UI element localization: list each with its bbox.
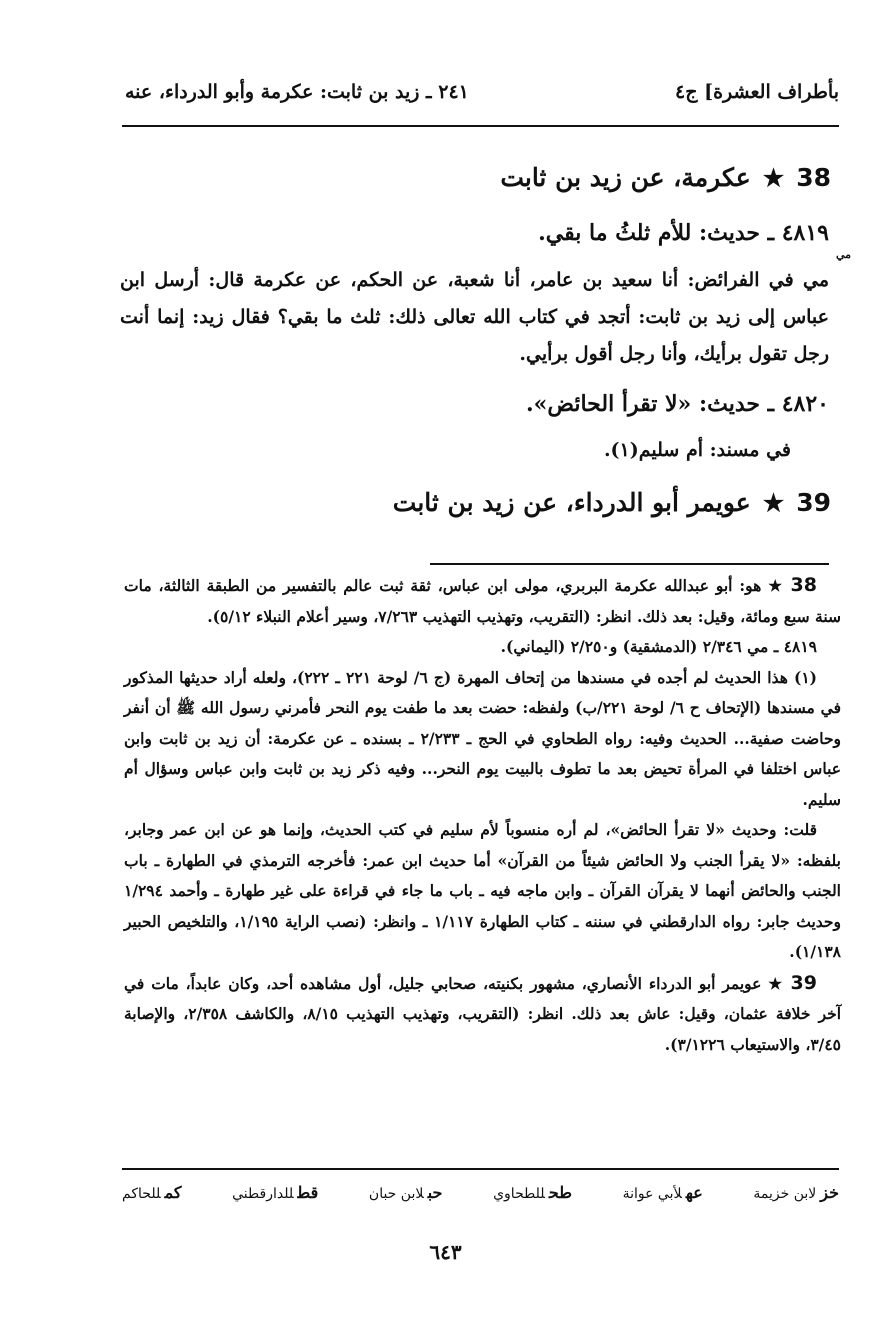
footnote-1: (١) هذا الحديث لم أجده في مسندها من إتحاف المهرة (ج ٦/ لوحة ٢٢١ ـ ٢٢٢)، ولعله أراد حديثها المذكور في مسندها (الإتحاف ح ٦/ لوحة ٢٢١/ب) ولفظه: حضت بعد ما طفت يوم النحر فأمرني رسول الله ﷺ أن أنفر وحاضت صفية... الحديث وفيه: رواه الطحاوي في الحج ـ ٢/٢٣٣ ـ بسنده ـ عن عكرمة: أن زيد بن ثابت وابن عباس اختلفا في المرأة تحيض بعد ما تطوف بالبيت يوم النحر... وفيه ذكر زيد بن ثابت وابن عباس وسؤال أم سليم. [124, 667, 842, 809]
hadith-heading-4820: ٤٨٢٠ ـ حديث: «لا تقرأ الحائض». [525, 391, 829, 417]
abbrev-item: عهلأبي عوانة [622, 1183, 703, 1202]
abbrev-item: كمللحاكم [122, 1183, 182, 1202]
hadith-heading-4819: ٤٨١٩ ـ حديث: للأم ثلثُ ما بقي. [538, 220, 829, 246]
narrator-name: عويمر أبو الدرداء، عن زيد بن ثابت [392, 488, 751, 517]
running-header [125, 72, 839, 112]
hadith-text-4820: في مسند: أم سليم(١). [603, 439, 791, 461]
abbrev-item: حبلابن حبان [368, 1183, 443, 1202]
footnote-note: قلت: وحديث «لا تقرأ الحائض»، لم أره منسوباً لأم سليم في كتب الحديث، وإنما هو عن ابن عمر وجابر، بلفظه: «لا يقرأ الجنب ولا الحائض شيئاً من القرآن» أما حديث ابن عمر: فأخرجه الترمذي في الطهارة ـ باب الجنب والحائض أنهما لا يقرآن القرآن ـ وابن ماجه فيه ـ باب ما جاء في قراءة على غير طهارة ـ وأحمد ١/٢٩٤ وحديث جابر: رواه الدارقطني في سننه ـ كتاب الطهارة ١/١١٧ ـ وانظر: (نصب الراية ١/١٩٥، والتلخيص الحبير ١/١٣٨). [124, 820, 841, 961]
footnote-number: 38 [790, 574, 817, 596]
abbreviation-key [122, 1183, 839, 1202]
abbrev-item: طحللطحاوي [493, 1183, 572, 1202]
narrator-heading-38 [120, 163, 831, 192]
header-rule [122, 125, 839, 127]
narrator-name: عكرمة، عن زيد بن ثابت [500, 163, 751, 192]
footnote-text: ★ عويمر أبو الدرداء الأنصاري، مشهور بكنيته، صحابي جليل، أول مشاهده أحد، وكان عابداً، مات في آخر خلافة عثمان، وقيل: عاش بعد ذلك. انظر: (التقريب، وتهذيب التهذيب ٨/١٥، والكاشف ٢/٣٥٨، والإصابة ٣/٤٥، والاستيعاب ٣/١٢٢٦). [124, 973, 842, 1054]
footnote-rule [430, 563, 829, 565]
footnote-text: ★ هو: أبو عبدالله عكرمة البربري، مولى ابن عباس، ثقة ثبت عالم بالتفسير من الطبقة الثالثة، مات سنة سبع ومائة، وقيل: بعد ذلك. انظر: (التقريب، وتهذيب التهذيب ٧/٢٦٣، وسير أعلام النبلاء ٥/١٢). [124, 576, 841, 626]
footnote-38 [124, 570, 841, 632]
hadith-text-4819: مي في الفرائض: أنا سعيد بن عامر، أنا شعبة، عن الحكم، عن عكرمة قال: أرسل ابن عباس إلى زيد بن ثابت: أتجد في كتاب الله تعالى ذلك: ثلث ما بقي؟ فقال زيد: إنما أنت رجل تقول برأيك، وأنا رجل أقول برأيي. [120, 269, 829, 365]
abbrev-item: خزلابن خزيمة [753, 1183, 839, 1202]
abbreviation-rule [122, 1168, 839, 1170]
star-icon: ★ [762, 163, 785, 192]
footnote-number: 39 [790, 971, 817, 994]
footnote-39 [124, 968, 841, 1061]
abbrev-item: قطللدارقطني [232, 1183, 319, 1202]
narrator-heading-39 [120, 488, 831, 517]
margin-siglum: مي [835, 248, 851, 261]
star-icon: ★ [762, 488, 785, 517]
footnote-4819: ٤٨١٩ ـ مي ٢/٣٤٦ (الدمشقية) و٢/٢٥٠ (اليماني). [500, 637, 817, 656]
footnotes [124, 570, 841, 1060]
header-left-title: ٢٤١ ـ زيد بن ثابت: عكرمة وأبو الدرداء، عنه [125, 81, 469, 103]
page-number: ٦٤٣ [429, 1240, 462, 1264]
narrator-number: 38 [796, 163, 831, 192]
narrator-number: 39 [796, 488, 831, 517]
header-right-title: بأطراف العشرة] ج٤ [675, 81, 839, 103]
